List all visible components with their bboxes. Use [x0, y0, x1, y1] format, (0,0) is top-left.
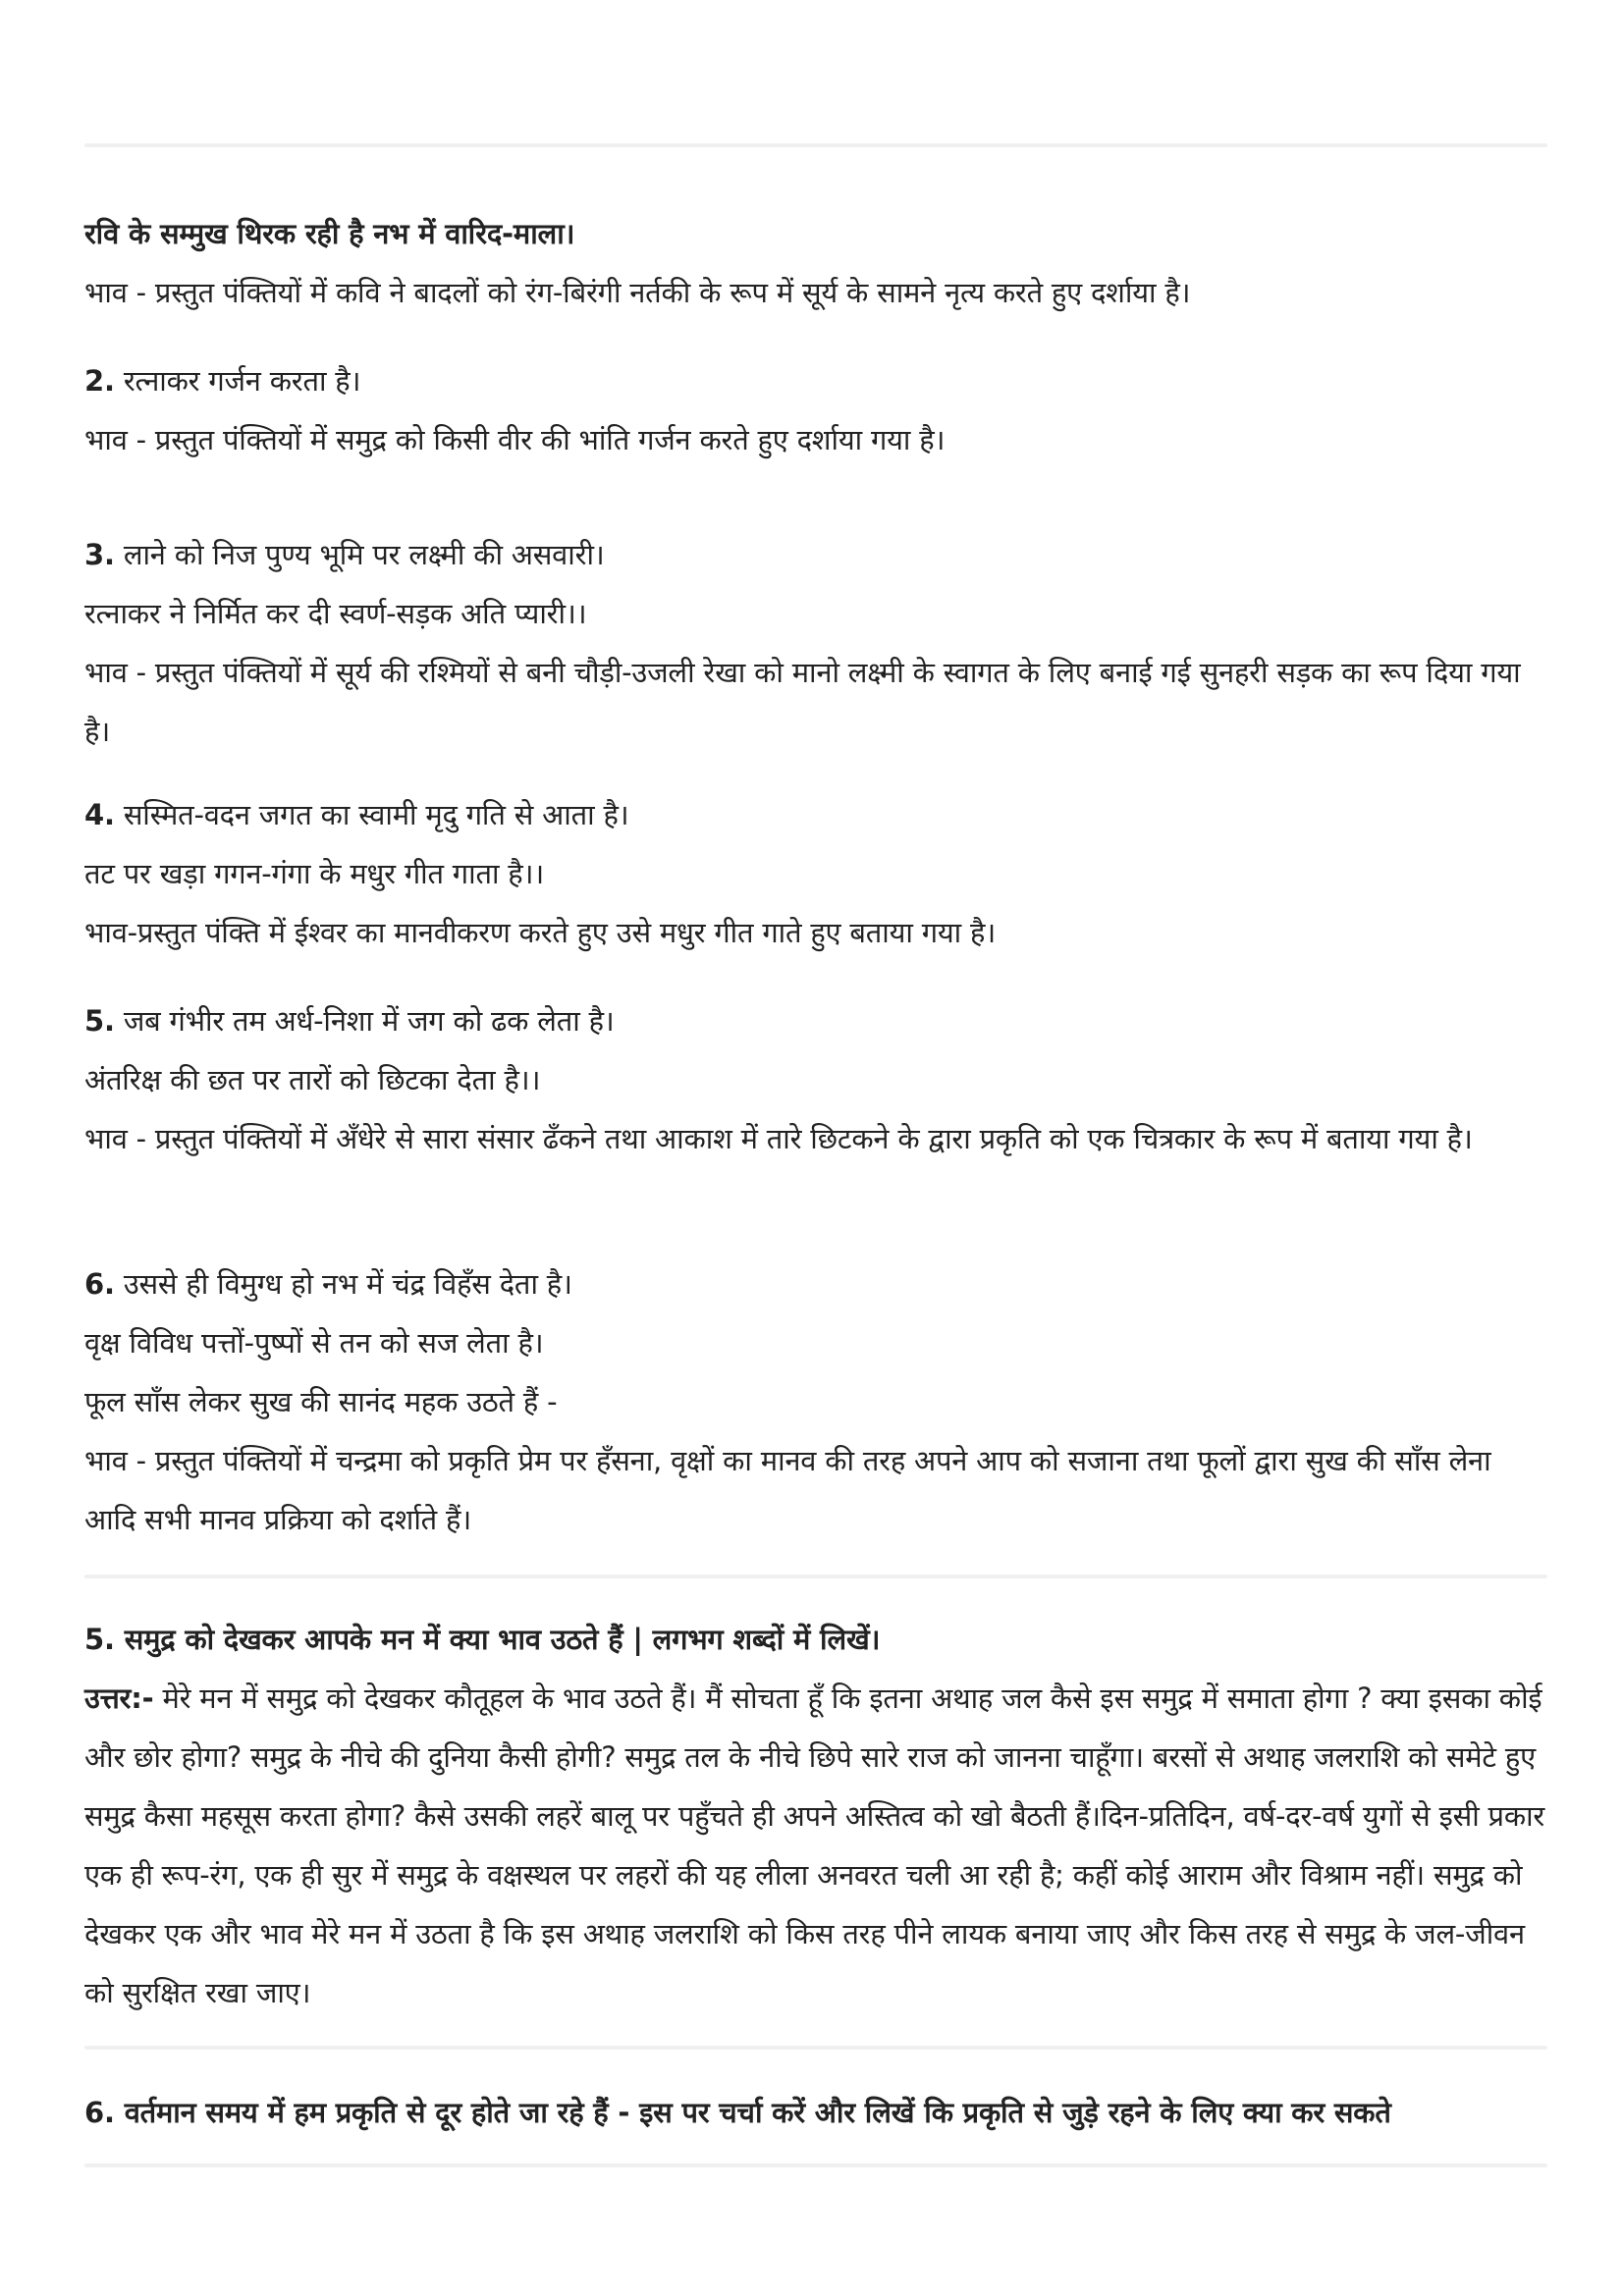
verse-line: वृक्ष विविध पत्तों-पुष्पों से तन को सज लेता है। — [84, 1326, 544, 1360]
question-title: 5. समुद्र को देखकर आपके मन में क्या भाव उठते हैं | लगभग शब्दों में लिखें। — [84, 1623, 881, 1656]
item-bhav: भाव-प्रस्तुत पंक्ति में ईश्वर का मानवीकरण करते हुए उसे मधुर गीत गाते हुए बताया गया है। — [84, 916, 997, 949]
verse-line: अंतरिक्ष की छत पर तारों को छिटका देता है।। — [84, 1063, 541, 1096]
verse-line: सस्मित-वदन जगत का स्वामी मृदु गति से आता है। — [123, 798, 629, 831]
item-number: 3. — [84, 538, 115, 571]
answer-paragraph — [84, 1669, 1547, 2022]
item-4 — [84, 785, 1547, 962]
item-number: 4. — [84, 798, 115, 831]
item-number: 5. — [84, 1004, 115, 1038]
item-bhav: भाव - प्रस्तुत पंक्तियों में चन्द्रमा को प्रकृति प्रेम पर हँसना, वृक्षों का मानव की तरह अपने आप को सजाना तथा फूलों द्वारा सुख की साँस लेना आदि सभी मानव प्रक्रिया को दर्शाते हैं। — [84, 1444, 1491, 1536]
item-bhav: भाव - प्रस्तुत पंक्तियों में सूर्य की रश्मियों से बनी चौड़ी-उजली रेखा को मानो लक्ष्मी के स्वागत के लिए बनाई गई सुनहरी सड़क का रूप दिया गया है। — [84, 656, 1521, 748]
verse-line: रत्नाकर ने निर्मित कर दी स्वर्ण-सड़क अति प्यारी।। — [84, 597, 587, 630]
question-title: 6. वर्तमान समय में हम प्रकृति से दूर होते जा रहे हैं - इस पर चर्चा करें और लिखें कि प्रकृति से जुड़े रहने के लिए क्या कर सकते — [84, 2096, 1391, 2129]
verse-line: तट पर खड़ा गगन-गंगा के मधुर गीत गाता है।। — [84, 857, 545, 890]
verse-line: जब गंभीर तम अर्ध-निशा में जग को ढक लेता है। — [123, 1004, 615, 1038]
item-number: 6. — [84, 1267, 115, 1301]
item-5 — [84, 991, 1547, 1168]
section-divider — [84, 2046, 1547, 2050]
verse-line: उससे ही विमुग्ध हो नभ में चंद्र विहँस देता है। — [123, 1267, 572, 1301]
item-6 — [84, 1255, 1547, 1549]
question-5 — [84, 1610, 1547, 2022]
item-number: 2. — [84, 364, 115, 398]
question-6 — [84, 2083, 1547, 2142]
item-2 — [84, 351, 1547, 469]
item-bhav: भाव - प्रस्तुत पंक्तियों में अँधेरे से सारा संसार ढँकने तथा आकाश में तारे छिटकने के द्वारा प्रकृति को एक चित्रकार के रूप में बताया गया है। — [84, 1122, 1473, 1155]
verse-line: फूल साँस लेकर सुख की सानंद महक उठते हैं - — [84, 1385, 558, 1418]
intro-block — [84, 204, 1547, 322]
intro-bhav: भाव - प्रस्तुत पंक्तियों में कवि ने बादलों को रंग-बिरंगी नर्तकी के रूप में सूर्य के सामने नृत्य करते हुए दर्शाया है। — [84, 276, 1191, 309]
bottom-divider — [84, 2163, 1547, 2167]
answer-text: मेरे मन में समुद्र को देखकर कौतूहल के भाव उठते हैं। मैं सोचता हूँ कि इतना अथाह जल कैसे इस समुद्र में समाता होगा ? क्या इसका कोई और छोर होगा? समुद्र के नीचे की दुनिया कैसी होगी? समुद्र तल के नीचे छिपे सारे राज को जानना चाहूँगा। बरसों से अथाह जलराशि को समेटे हुए समुद्र कैसा महसूस करता होगा? कैसे उसकी लहरें बालू पर पहुँचते ही अपने अस्तित्व को खो बैठती हैं।दिन-प्रतिदिन, वर्ष-दर-वर्ष युगों से इसी प्रकार एक ही रूप-रंग, एक ही सुर में समुद्र के वक्षस्थल पर लहरों की यह लीला अनवरत चली आ रही है; कहीं कोई आराम और विश्राम नहीं। समुद्र को देखकर एक और भाव मेरे मन में उठता है कि इस अथाह जलराशि को किस तरह पीने लायक बनाया जाए और किस तरह से समुद्र के जल-जीवन को सुरक्षित रखा जाए। — [84, 1682, 1545, 2009]
verse-line: रत्नाकर गर्जन करता है। — [123, 364, 361, 398]
intro-verse: रवि के सम्मुख थिरक रही है नभ में वारिद-माला। — [84, 217, 575, 250]
top-divider — [84, 143, 1547, 147]
verse-line: लाने को निज पुण्य भूमि पर लक्ष्मी की असवारी। — [123, 538, 605, 571]
item-3 — [84, 525, 1547, 761]
answer-label: उत्तर:- — [84, 1682, 154, 1715]
section-divider — [84, 1575, 1547, 1578]
item-bhav: भाव - प्रस्तुत पंक्तियों में समुद्र को किसी वीर की भांति गर्जन करते हुए दर्शाया गया है। — [84, 423, 946, 456]
